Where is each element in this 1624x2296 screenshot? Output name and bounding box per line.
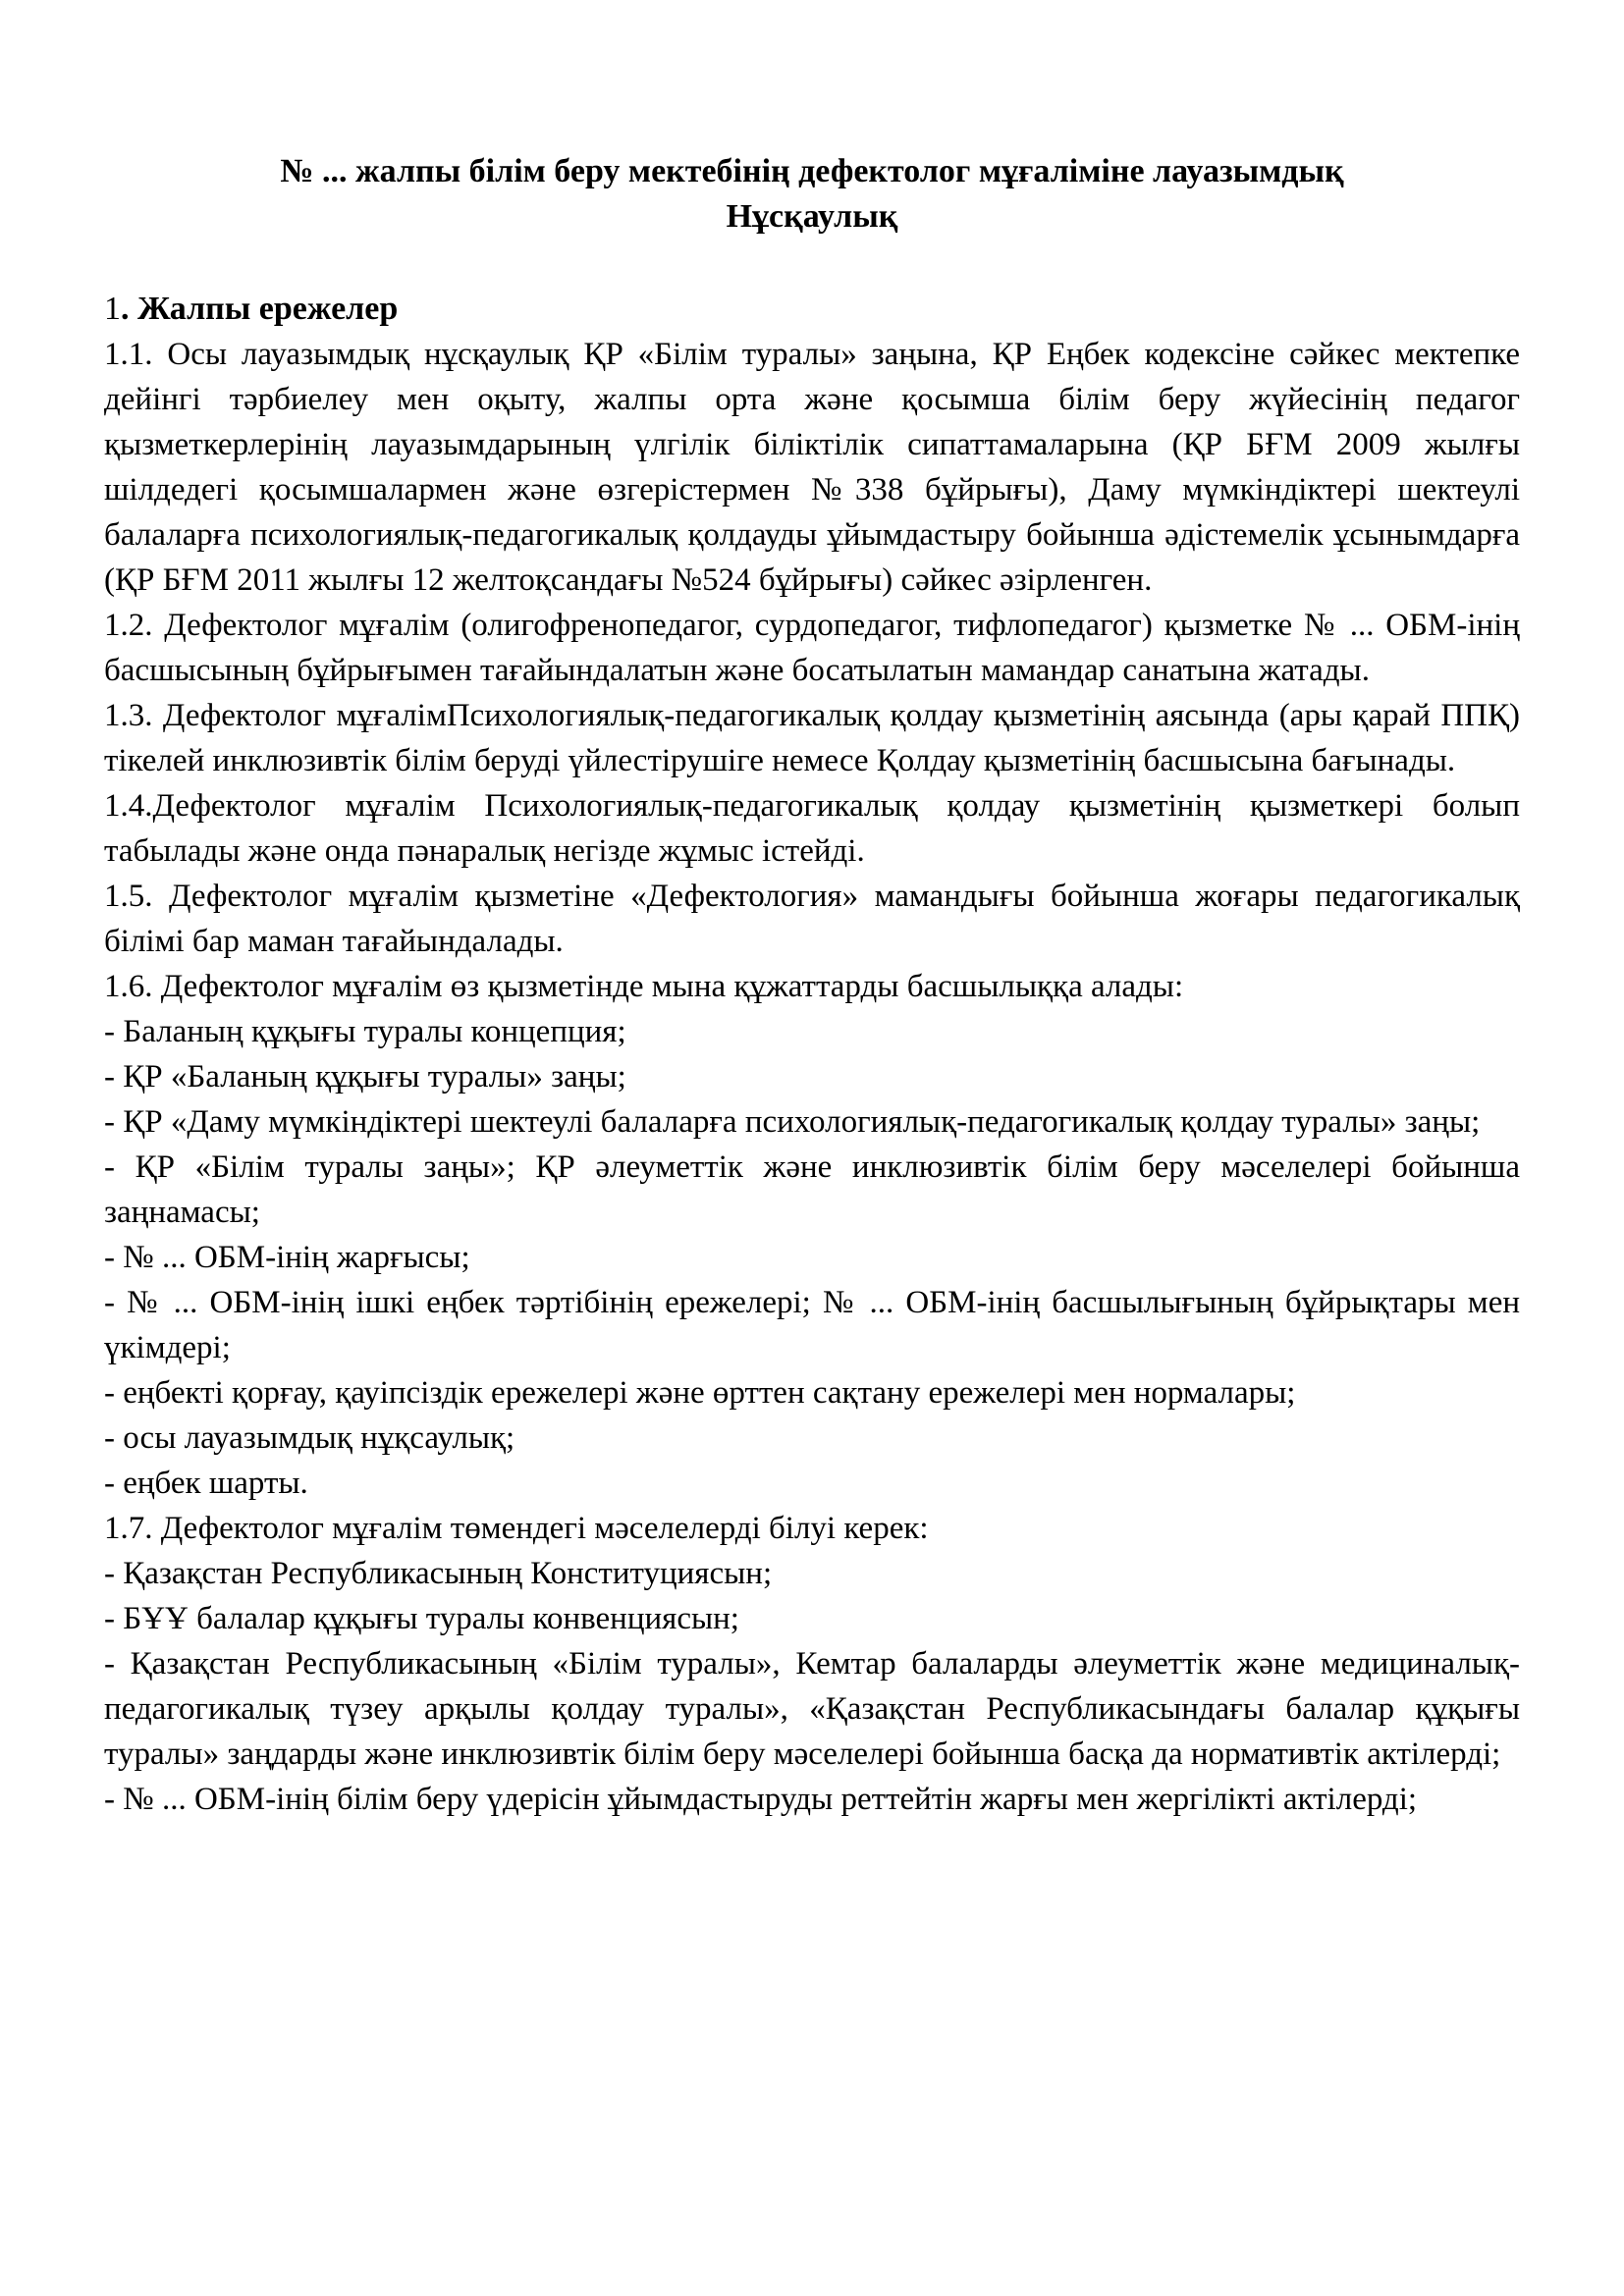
paragraph: - № ... ОБМ-інің жарғысы;	[104, 1240, 470, 1275]
paragraph: - Қазақстан Республикасының «Білім туралы», Кемтар балаларды әлеуметтік және медициналық-педагогикалық түзеу арқылы қолдау туралы», «Қазақстан Республикасындағы балалар құқығы туралы» заңдарды және инклюзивтік білім беру мәселелері бойынша басқа да нормативтік актілерді;	[104, 1646, 1520, 1772]
paragraph: - № ... ОБМ-інің білім беру үдерісін ұйымдастыруды реттейтін жарғы мен жергілікті актілерді;	[104, 1782, 1418, 1817]
paragraph: - осы лауазымдық нұқсаулық;	[104, 1420, 515, 1456]
section-title: . Жалпы ережелер	[121, 291, 399, 327]
paragraph: 1.2. Дефектолог мұғалім (олигофренопедагог, сурдопедагог, тифлопедагог) қызметке № ... ОБМ-інің басшысының бұйрығымен тағайындалатын және босатылатын мамандар санатына жатады.	[104, 608, 1520, 688]
paragraph: 1.6. Дефектолог мұғалім өз қызметінде мына құжаттарды басшылыққа алады:	[104, 969, 1184, 1004]
paragraph: 1.4.Дефектолог мұғалім Психологиялық-педагогикалық қолдау қызметінің қызметкері болып табылады және онда пәнаралық негізде жұмыс істейді.	[104, 788, 1520, 869]
paragraph: - ҚР «Білім туралы заңы»; ҚР әлеуметтік және инклюзивтік білім беру мәселелері бойынша заңнамасы;	[104, 1149, 1520, 1230]
paragraph: - ҚР «Баланың құқығы туралы» заңы;	[104, 1059, 626, 1095]
section-heading	[104, 287, 1520, 332]
paragraph: - ҚР «Даму мүмкіндіктері шектеулі балаларға психологиялық-педагогикалық қолдау туралы» заңы;	[104, 1104, 1481, 1140]
paragraph: 1.7. Дефектолог мұғалім төмендегі мәселелерді білуі керек:	[104, 1511, 929, 1546]
paragraph: 1.5. Дефектолог мұғалім қызметіне «Дефектология» мамандығы бойынша жоғары педагогикалық білімі бар маман тағайындалады.	[104, 879, 1520, 959]
paragraph: - № ... ОБМ-інің ішкі еңбек тәртібінің ережелері; № ... ОБМ-інің басшылығының бұйрықтары мен үкімдері;	[104, 1285, 1520, 1365]
paragraph: - БҰҰ балалар құқығы туралы конвенциясын;	[104, 1601, 739, 1636]
paragraph: - Қазақстан Республикасының Конституциясын;	[104, 1556, 773, 1591]
paragraph: - еңбек шарты.	[104, 1466, 308, 1501]
paragraph: - еңбекті қорғау, қауіпсіздік ережелері және өрттен сақтану ережелері мен нормалары;	[104, 1375, 1296, 1411]
document-title-line2: Нұсқаулық	[726, 198, 898, 235]
document-title-line1: № ... жалпы білім беру мектебінің дефектолог мұғаліміне лауазымдық	[280, 153, 1344, 189]
paragraph: 1.3. Дефектолог мұғалімПсихологиялық-педагогикалық қолдау қызметінің аясында (ары қарай ППҚ) тікелей инклюзивтік білім беруді үйлестірушіге немесе Қолдау қызметінің басшысына бағынады.	[104, 698, 1520, 778]
section-number: 1	[104, 291, 121, 327]
paragraph: 1.1. Осы лауазымдық нұсқаулық ҚР «Білім туралы» заңына, ҚР Еңбек кодексіне сәйкес мектепке дейінгі тәрбиелеу мен оқыту, жалпы орта және қосымша білім беру жүйесінің педагог қызметкерлерінің лауазымдарының үлгілік біліктілік сипаттамаларына (ҚР БҒМ 2009 жылғы шілдедегі қосымшалармен және өзгерістермен №338 бұйрығы), Даму мүмкіндіктері шектеулі балаларға психологиялық-педагогикалық қолдауды ұйымдастыру бойынша әдістемелік ұсынымдарға (ҚР БҒМ 2011 жылғы 12 желтоқсандағы №524 бұйрығы) сәйкес әзірленген.	[104, 337, 1520, 598]
paragraph-list	[104, 332, 1520, 1822]
document-title	[104, 149, 1520, 240]
paragraph: - Баланың құқығы туралы концепция;	[104, 1014, 626, 1049]
